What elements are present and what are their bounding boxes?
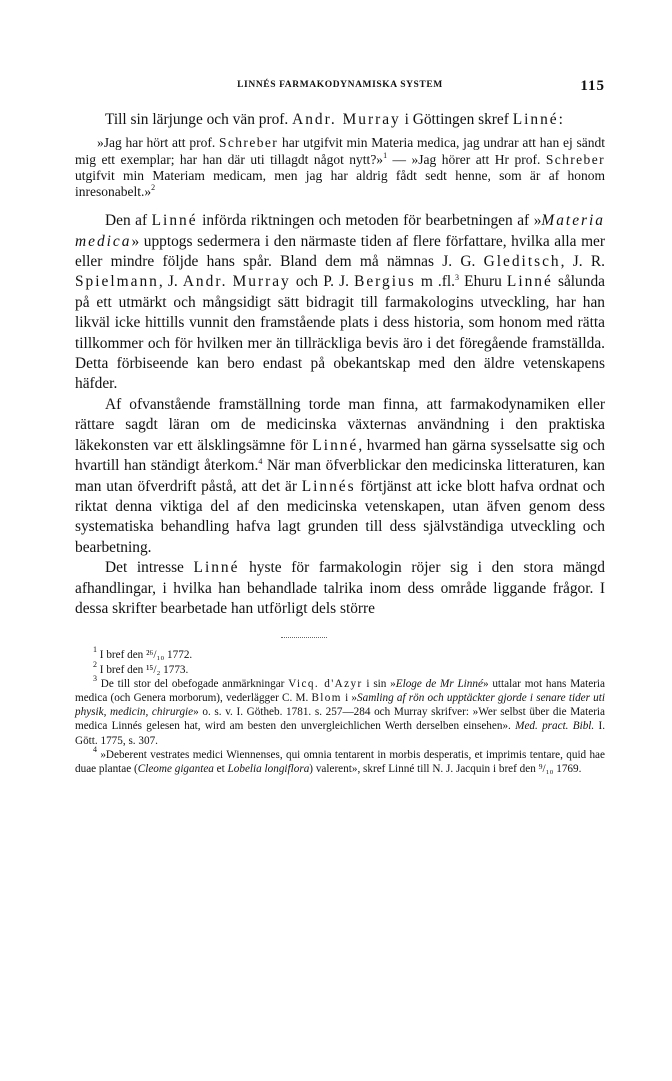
name-murray: Murray bbox=[393, 706, 428, 719]
footnotes bbox=[75, 645, 605, 776]
paragraph-1: Till sin lärjunge och vän prof. Andr. Murray i Göttingen skref Linné: bbox=[105, 111, 563, 128]
footnote-ref[interactable]: 1 bbox=[383, 150, 388, 160]
footnote-mark: 1 bbox=[93, 645, 97, 655]
footnote-mark: 2 bbox=[93, 659, 97, 669]
footnote-divider bbox=[281, 637, 327, 638]
footnote-ref[interactable]: 2 bbox=[151, 183, 156, 193]
footnote-ref[interactable]: 4 bbox=[258, 457, 263, 467]
footnote-ref[interactable]: 3 bbox=[455, 273, 460, 283]
name-gleditsch: Gleditsch bbox=[483, 253, 561, 271]
name-andr: Andr. bbox=[182, 273, 228, 291]
paragraph-4: Det intresse Linné hyste för farmakologin röjer sig i den stora mängd afhandlingar, i hvilka han behandlade talrika inom dess område liggande frågor. I dessa skrifter bearbetade han utförligt dels större bbox=[75, 559, 605, 617]
name-linnes: Linnés bbox=[301, 477, 356, 495]
name-linne: Linné bbox=[388, 762, 415, 775]
title-eloge: Eloge de Mr Linné bbox=[395, 677, 483, 690]
name-linne: Linné bbox=[312, 436, 359, 454]
name-linne: Linné bbox=[512, 111, 559, 128]
name-schreber: Schreber bbox=[545, 151, 605, 167]
title-med-pract: Med. pract. Bibl. bbox=[515, 720, 595, 733]
name-spielmann: Spielmann bbox=[75, 273, 159, 291]
name-schreber: Schreber bbox=[218, 135, 279, 151]
footnote-mark: 4 bbox=[93, 744, 97, 754]
footnote-1: $^1$ I bref den ²⁶/₁₀ 1772. bbox=[93, 645, 193, 662]
paragraph-2: Den af Linné införda riktningen och metoden för bearbetningen af »Materia medica» upptogs sedermera i den närmaste tiden af flere författare, hvilka alla mer eller mindre följde hans spår. Bland dem må nämnas J. G. Gleditsch, J. R. Spielmann, J. Andr. Murray och P. J. Bergius m .fl.$^3$ Ehuru Linné sålunda på ett utmärkt och mångsidigt sätt bidragit till farmakologins utveckling, har han likväl icke hittills vunnit den framstående plats i dess historia, som honom med rätta tillkommer och för hvilken mer än tillräckliga bevis äro i det föregående framställda. Detta förbiseende kan bero endast på obekantskap med den äldre vetenskapens häfder. bbox=[75, 212, 605, 393]
name-jacquin: Jacquin bbox=[455, 762, 491, 775]
name-vicq: Vicq. d'Azyr bbox=[288, 677, 363, 690]
name-linne: Linné bbox=[151, 212, 198, 230]
name-blom: Blom bbox=[311, 691, 342, 704]
name-bergius: Bergius bbox=[354, 273, 416, 291]
running-title: LINNÉS FARMAKODYNAMISKA SYSTEM bbox=[237, 80, 443, 90]
name-linne: Linné bbox=[506, 273, 553, 291]
paragraph-3: Af ofvanstående framställning torde man finna, att farmakodynamiken eller rättare sagdt läran om de medicinska växternas användning i den praktiska läkekonsten var ett älsklingsämne för Linné, hvarmed han gärna sysselsatte sig och hvartill han ständigt återkom.$^4$ När man öfverblickar den medicinska litteraturen, kan man utan öfverdrift påstå, att det är Linnés förtjänst att icke blott hafva ordnat och riktat denna viktiga del af den medicinska vetenskapen, utan äfven genom dess systematiska behandling hafva lagt grunden till dess självständiga utveckling och bearbetning. bbox=[75, 395, 605, 556]
running-header bbox=[75, 80, 605, 96]
main-text bbox=[75, 110, 605, 776]
page-number: 115 bbox=[580, 78, 605, 94]
title-samling: Samling af rön och upptäckter gjorde i senare tider uti physik, medicin, chirurgie bbox=[75, 691, 605, 719]
footnote-3: $^3$ De till stor del obefogade anmärkningar Vicq. d'Azyr i sin »Eloge de Mr Linné» uttalar mot hans Materia medica (och Genera morborum), vederlägger C. M. Blom i »Samling af rön och upptäckter gjorde i senare tider uti physik, medicin, chirurgie» o. s. v. I. Götheb. 1781. s. 257—284 och Murray skrifver: »Wer selbst über die Materia medica Linnés gelesen hat, wird am besten den unvergleichlichen Werth derselben einsehen». Med. pract. Bibl. I. Gött. 1775, s. 307. bbox=[75, 673, 605, 747]
name-murray: Murray bbox=[232, 273, 291, 291]
block-quote: »Jag har hört att prof. Schreber har utgifvit min Materia medica, jag undrar att han ej sändt mig ett exemplar; har han där uti tillagdt något nytt?»$^1$ — »Jag hörer att Hr prof. Schreber utgifvit min Materiam medicam, men jag har aldrig fådt sedt henne, som är af honom inresonabelt.»$^2$ bbox=[75, 135, 605, 200]
plant-lobelia: Lobelia longiflora bbox=[227, 762, 310, 775]
name-andr-murray: Andr. Murray bbox=[292, 111, 401, 128]
footnote-4: $^4$ »Deberent vestrates medici Wiennenses, qui omnia tentarent in morbis desperatis, et imprimis tentare, quid hae duae plantae (Cleome gigantea et Lobelia longiflora) valerent», skref Linné till N. J. Jacquin i bref den ⁹/₁₀ 1769. bbox=[75, 744, 605, 775]
plant-cleome: Cleome gigantea bbox=[137, 762, 214, 775]
title-materia-medica: Materia medica bbox=[75, 212, 605, 250]
footnote-mark: 3 bbox=[93, 673, 97, 683]
footnote-2: $^2$ I bref den ¹⁵/₂ 1773. bbox=[93, 659, 189, 676]
name-linne: Linné bbox=[193, 559, 240, 577]
